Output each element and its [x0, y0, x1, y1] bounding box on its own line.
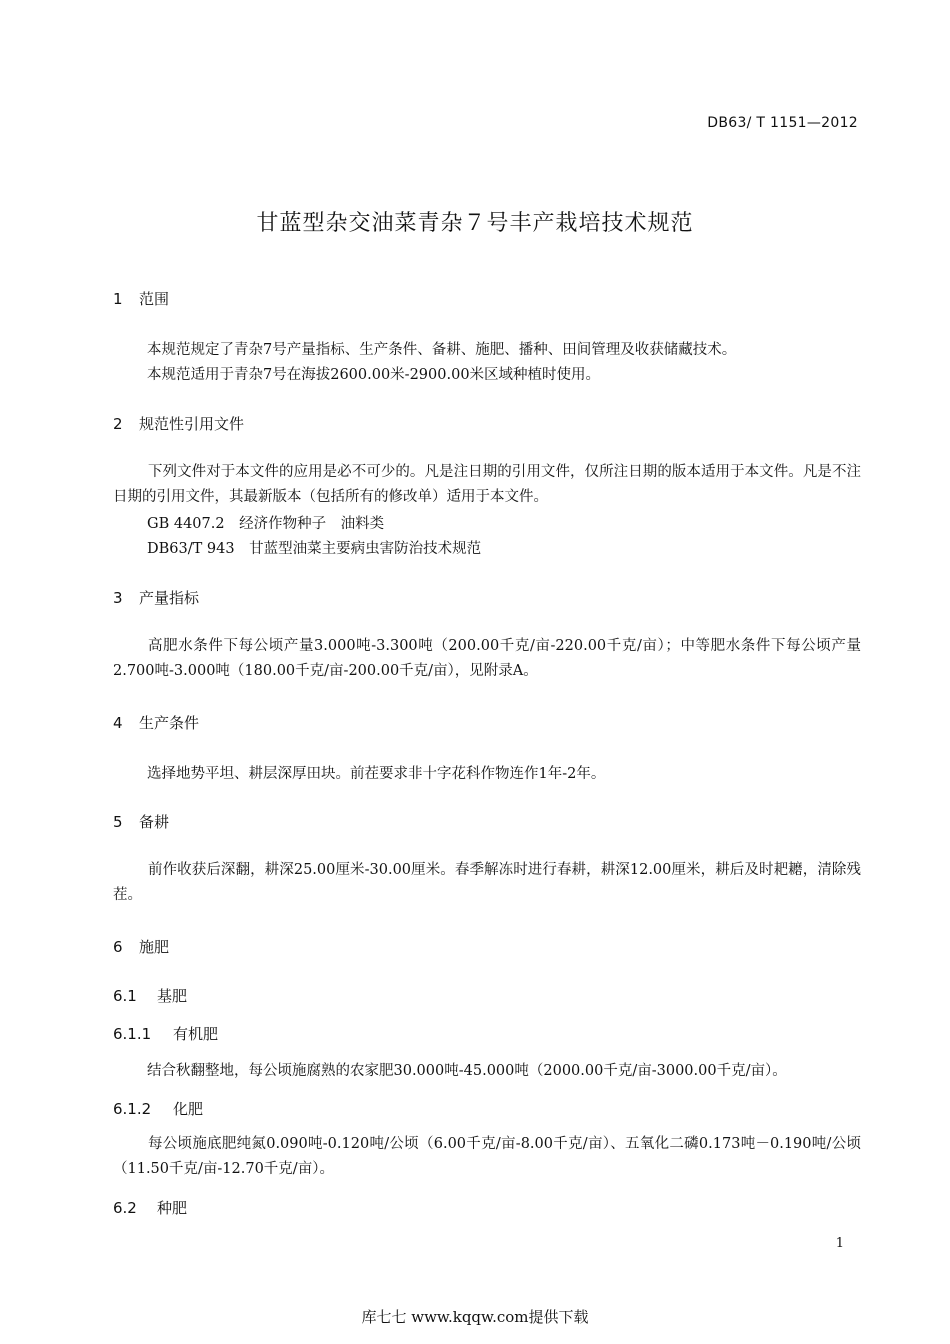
section-number: 6 [113, 938, 123, 956]
section-heading-3 [113, 587, 199, 608]
section-title: 备耕 [139, 813, 170, 831]
section-title: 规范性引用文件 [139, 415, 245, 433]
section-title: 生产条件 [139, 714, 200, 732]
section-number: 6.1 [113, 987, 137, 1005]
section-heading-6 [113, 936, 169, 957]
section-title: 有机肥 [173, 1025, 219, 1043]
section-heading-2 [113, 413, 244, 434]
section-title: 种肥 [157, 1199, 188, 1217]
paragraph: 每公顷施底肥纯氮0.090吨-0.120吨/公顷（6.00千克/亩-8.00千克/亩）、五氧化二磷0.173吨－0.190吨/公顷（11.50千克/亩-12.70千克/亩）。 [113, 1136, 861, 1177]
paragraph: 选择地势平坦、耕层深厚田块。前茬要求非十字花科作物连作1年-2年。 [147, 766, 606, 782]
paragraph: 下列文件对于本文件的应用是必不可少的。凡是注日期的引用文件，仅所注日期的版本适用于本文件。凡是不注日期的引用文件，其最新版本（包括所有的修改单）适用于本文件。 [113, 464, 861, 505]
section-title: 范围 [139, 290, 170, 308]
page-number: 1 [835, 1236, 844, 1251]
section-title: 基肥 [157, 987, 188, 1005]
section-heading-1 [113, 288, 169, 309]
subsection-heading-6-2 [113, 1197, 187, 1218]
section-number: 3 [113, 589, 123, 607]
document-code: DB63/ T 1151—2012 [707, 115, 858, 131]
paragraph: 本规范规定了青杂7号产量指标、生产条件、备耕、施肥、播种、田间管理及收获储藏技术。 [147, 342, 737, 358]
section-title: 施肥 [139, 938, 170, 956]
section-title: 化肥 [173, 1100, 204, 1118]
reference-item: GB 4407.2 经济作物种子 油料类 [147, 516, 385, 532]
section-number: 5 [113, 813, 123, 831]
footer-watermark: 库七七 www.kqqw.com提供下载 [361, 1308, 589, 1326]
section-number: 1 [113, 290, 123, 308]
subsection-heading-6-1 [113, 985, 187, 1006]
document-title: 甘蓝型杂交油菜青杂７号丰产栽培技术规范 [256, 211, 694, 236]
section-number: 4 [113, 714, 123, 732]
section-title: 产量指标 [139, 589, 200, 607]
subsection-heading-6-1-2 [113, 1098, 203, 1119]
subsection-heading-6-1-1 [113, 1023, 218, 1044]
paragraph: 本规范适用于青杂7号在海拔2600.00米-2900.00米区域种植时使用。 [147, 367, 601, 383]
section-heading-4 [113, 712, 199, 733]
section-number: 2 [113, 415, 123, 433]
reference-item: DB63/T 943 甘蓝型油菜主要病虫害防治技术规范 [147, 541, 482, 557]
section-number: 6.1.1 [113, 1025, 152, 1043]
paragraph: 前作收获后深翻，耕深25.00厘米-30.00厘米。春季解冻时进行春耕，耕深12.00厘米，耕后及时耙耱，清除残茬。 [113, 862, 861, 903]
section-heading-5 [113, 811, 169, 832]
section-number: 6.2 [113, 1199, 137, 1217]
section-number: 6.1.2 [113, 1100, 152, 1118]
paragraph: 结合秋翻整地，每公顷施腐熟的农家肥30.000吨-45.000吨（2000.00千克/亩-3000.00千克/亩）。 [147, 1063, 787, 1079]
paragraph: 高肥水条件下每公顷产量3.000吨-3.300吨（200.00千克/亩-220.00千克/亩）；中等肥水条件下每公顷产量2.700吨-3.000吨（180.00千克/亩-200.00千克/亩），见附录A。 [113, 638, 861, 679]
